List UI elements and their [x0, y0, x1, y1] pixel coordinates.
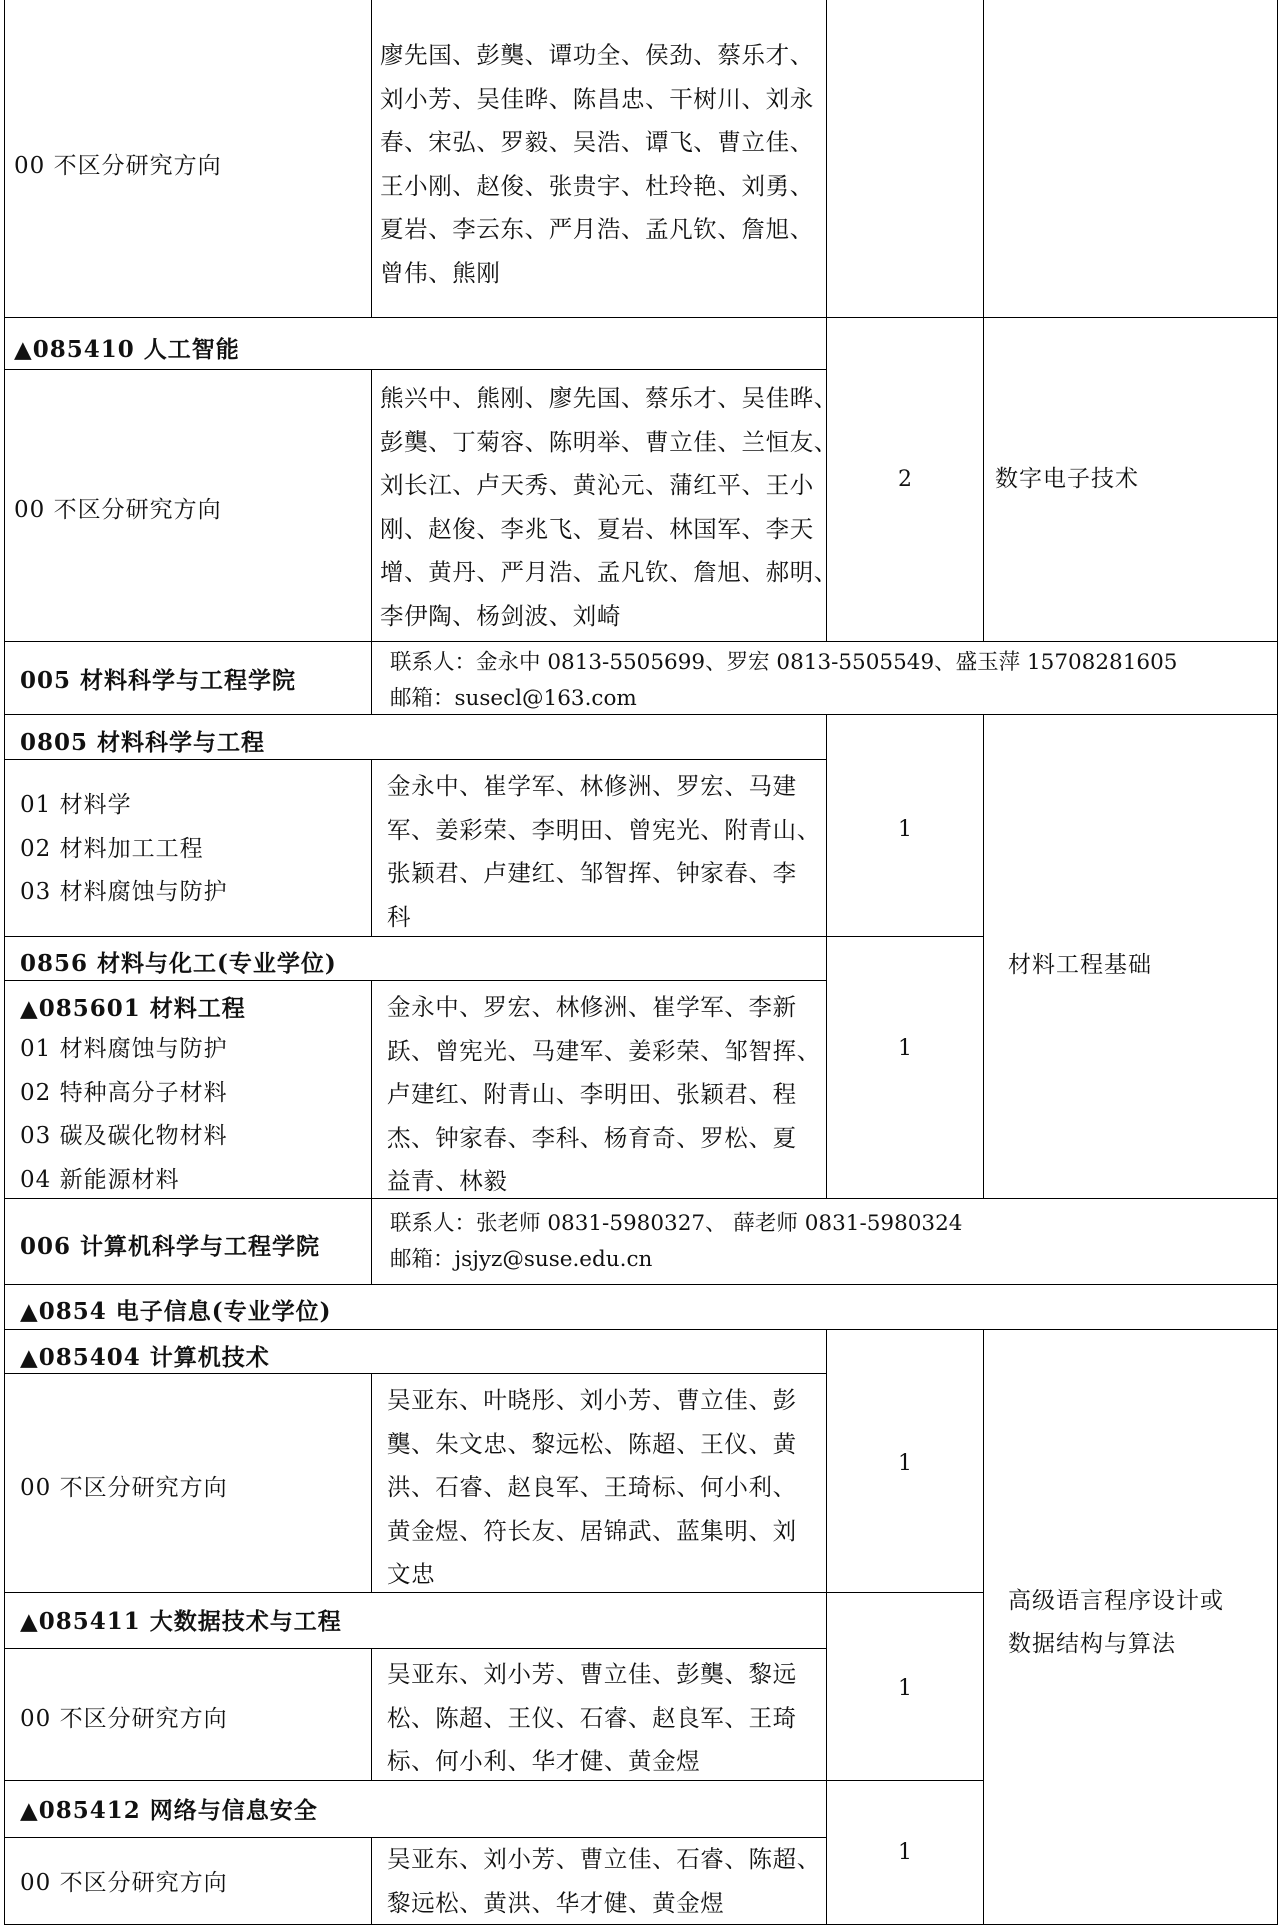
- advisor-line: 熊兴中、熊刚、廖先国、蔡乐才、吴佳晔、: [380, 384, 838, 412]
- advisor-list: [387, 1653, 797, 1784]
- college-name: 005 材料科学与工程学院: [20, 667, 297, 694]
- college-contact: [390, 645, 1177, 717]
- advisor-line: 松、陈超、王仪、石睿、赵良军、王琦: [387, 1703, 797, 1732]
- advisor-line: 张颖君、卢建红、邹智挥、钟家春、李: [387, 859, 797, 887]
- advisor-line: 吴亚东、叶晓彤、刘小芳、曹立佳、彭: [387, 1386, 797, 1414]
- row-rule: [4, 759, 827, 760]
- research-directions: [20, 784, 228, 915]
- advisor-list: [387, 1379, 797, 1597]
- border-right: [1277, 0, 1278, 1925]
- contact-line: 联系人：金永中 0813-5505699、罗宏 0813-5505549、盛玉萍 15708281605: [390, 650, 1178, 675]
- col-divider: [371, 1373, 372, 1592]
- advisor-line: 吴亚东、刘小芳、曹立佳、石睿、陈超、: [387, 1845, 821, 1873]
- advisor-line: 彭龑、丁菊容、陈明举、曹立佳、兰恒友、: [380, 427, 838, 456]
- direction-item: 02 特种高分子材料: [20, 1079, 228, 1106]
- exam-subject: 数字电子技术: [995, 466, 1139, 492]
- direction-item: 01 材料学: [20, 792, 132, 818]
- program-title: ▲085601 材料工程: [20, 995, 246, 1022]
- row-rule: [4, 1329, 1278, 1330]
- advisor-line: 刘小芳、吴佳晔、陈昌忠、干树川、刘永: [380, 84, 814, 113]
- col-divider: [826, 1329, 827, 1925]
- col-divider: [371, 1198, 372, 1284]
- row-rule: [4, 1284, 1278, 1285]
- row-rule: [4, 1373, 827, 1374]
- program-title: 0805 材料科学与工程: [20, 729, 266, 756]
- college-name: 006 计算机科学与工程学院: [20, 1233, 321, 1260]
- advisor-line: 春、宋弘、罗毅、吴浩、谭飞、曹立佳、: [380, 128, 814, 156]
- email-line: 邮箱：jsjyz@suse.edu.cn: [390, 1247, 653, 1272]
- advisor-line: 杰、钟家春、李科、杨育奇、罗松、夏: [387, 1123, 797, 1152]
- advisor-line: 龑、朱文忠、黎远松、陈超、王仪、黄: [387, 1429, 797, 1458]
- advisor-line: 科: [387, 902, 412, 931]
- col-divider: [371, 980, 372, 1198]
- program-title: 0856 材料与化工(专业学位): [20, 950, 337, 977]
- exam-subject-line: 高级语言程序设计或: [1008, 1588, 1224, 1614]
- direction-item: 01 材料腐蚀与防护: [20, 1036, 228, 1062]
- enrollment-count: 1: [898, 1840, 912, 1865]
- border-left: [4, 0, 5, 1925]
- direction-item: 03 碳及碳化物材料: [20, 1123, 228, 1149]
- enrollment-count: 1: [898, 817, 912, 842]
- col-divider: [371, 0, 372, 317]
- advisor-line: 黄金煜、符长友、居锦武、蓝集明、刘: [387, 1516, 797, 1545]
- program-title: ▲085410 人工智能: [14, 336, 240, 363]
- advisor-line: 李伊陶、杨剑波、刘崎: [380, 601, 621, 630]
- enrollment-count: 1: [898, 1451, 912, 1476]
- program-title: ▲0854 电子信息(专业学位): [20, 1298, 332, 1325]
- direction-item: 03 材料腐蚀与防护: [20, 879, 228, 905]
- advisor-line: 吴亚东、刘小芳、曹立佳、彭龑、黎远: [387, 1660, 797, 1688]
- advisor-line: 王小刚、赵俊、张贵宇、杜玲艳、刘勇、: [380, 171, 814, 200]
- program-title: ▲085412 网络与信息安全: [20, 1797, 318, 1824]
- advisor-line: 金永中、崔学军、林修洲、罗宏、马建: [387, 772, 797, 800]
- research-direction: 00 不区分研究方向: [14, 497, 222, 523]
- row-rule: [4, 317, 1278, 318]
- col-divider: [983, 714, 984, 1198]
- advisor-line: 军、姜彩荣、李明田、曾宪光、附青山、: [387, 815, 821, 844]
- row-rule: [4, 1648, 827, 1649]
- col-divider: [371, 759, 372, 936]
- advisor-line: 益青、林毅: [387, 1167, 508, 1195]
- college-contact: [390, 1206, 962, 1278]
- advisor-line: 跃、曾宪光、马建军、姜彩荣、邹智挥、: [387, 1036, 821, 1065]
- col-divider: [371, 1648, 372, 1780]
- advisor-line: 廖先国、彭龑、谭功全、侯劲、蔡乐才、: [380, 41, 814, 69]
- exam-subject: [1008, 1580, 1224, 1666]
- row-rule: [4, 980, 827, 981]
- advisor-line: 金永中、罗宏、林修洲、崔学军、李新: [387, 993, 797, 1021]
- advisor-line: 曾伟、熊刚: [380, 258, 501, 287]
- advisor-line: 夏岩、李云东、严月浩、孟凡钦、詹旭、: [380, 215, 814, 243]
- research-direction: 00 不区分研究方向: [20, 1475, 228, 1501]
- col-divider: [983, 1329, 984, 1925]
- advisor-line: 黎远松、黄洪、华才健、黄金煜: [387, 1888, 725, 1917]
- advisor-line: 刚、赵俊、李兆飞、夏岩、林国军、李天: [380, 514, 814, 543]
- enrollment-count: 2: [898, 467, 912, 492]
- advisor-list: [387, 765, 821, 939]
- enrollment-count: 1: [898, 1036, 912, 1061]
- direction-item: 02 材料加工工程: [20, 835, 204, 862]
- contact-line: 联系人：张老师 0831-5980327、 薛老师 0831-5980324: [390, 1211, 963, 1236]
- research-direction: 00 不区分研究方向: [20, 1706, 228, 1732]
- research-direction: 00 不区分研究方向: [20, 1870, 228, 1896]
- enrollment-count: 1: [898, 1676, 912, 1701]
- col-divider: [983, 0, 984, 641]
- row-rule: [4, 641, 1278, 642]
- program-title: ▲085404 计算机技术: [20, 1344, 270, 1371]
- col-divider: [371, 369, 372, 641]
- advisor-line: 洪、石睿、赵良军、王琦标、何小利、: [387, 1473, 797, 1501]
- research-directions: [20, 1028, 228, 1202]
- direction-item: 04 新能源材料: [20, 1166, 180, 1193]
- exam-subject-line: 数据结构与算法: [1008, 1631, 1176, 1657]
- email-line: 邮箱：susecl@163.com: [390, 686, 637, 711]
- advisor-list: [387, 1838, 821, 1925]
- advisor-line: 标、何小利、华才健、黄金煜: [387, 1747, 701, 1775]
- advisor-line: 卢建红、附青山、李明田、张颖君、程: [387, 1080, 797, 1108]
- advisor-line: 刘长江、卢天秀、黄沁元、蒲红平、王小: [380, 471, 814, 499]
- research-direction: 00 不区分研究方向: [14, 153, 222, 179]
- col-divider: [826, 714, 827, 1198]
- exam-subject: 材料工程基础: [1008, 952, 1152, 978]
- program-title: ▲085411 大数据技术与工程: [20, 1608, 342, 1635]
- row-rule: [4, 369, 827, 370]
- col-divider: [371, 1837, 372, 1925]
- enrollment-table: [4, 0, 1278, 1926]
- col-divider: [371, 641, 372, 714]
- advisor-list: [380, 34, 814, 295]
- advisor-list: [380, 377, 838, 638]
- advisor-line: 文忠: [387, 1560, 436, 1588]
- advisor-line: 增、黄丹、严月浩、孟凡钦、詹旭、郝明、: [380, 558, 838, 586]
- advisor-list: [387, 986, 821, 1204]
